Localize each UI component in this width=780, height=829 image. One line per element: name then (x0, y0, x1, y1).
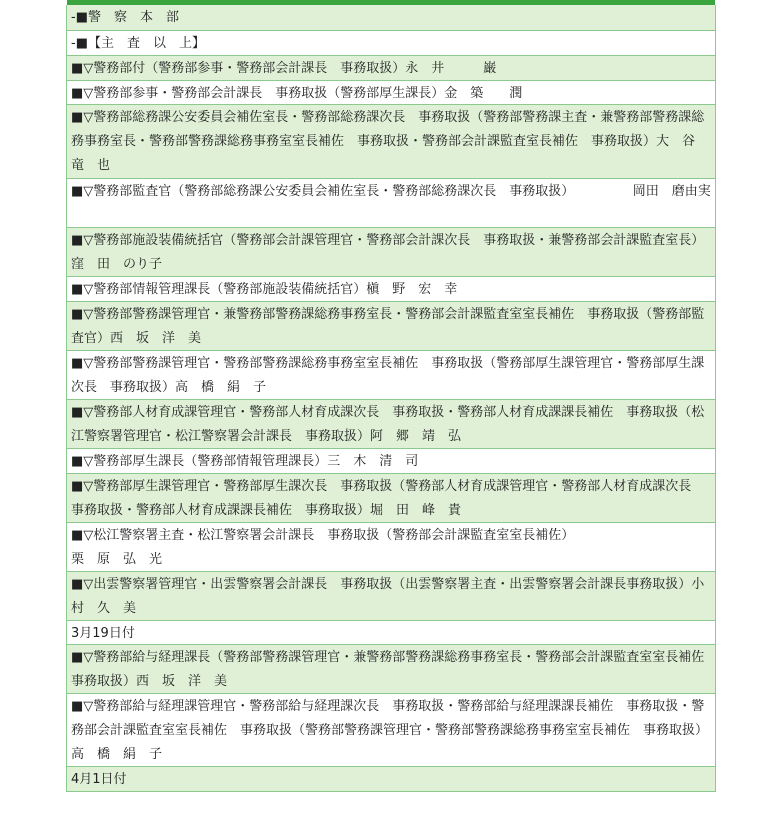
table-row: 4月1日付 (67, 766, 715, 791)
table-row: 3月19日付 (67, 620, 715, 644)
table-row: ■▽警務部参事・警務部会計課長 事務取扱（警務部厚生課長）金 築 潤 (67, 80, 715, 104)
table-row: ■▽警務部給与経理課管理官・警務部給与経理課次長 事務取扱・警務部給与経理課課長補佐 事務取扱・警務部会計課監査室室長補佐 事務取扱（警務部警務課管理官・警務部警務課総務事務室室長補佐 事務取扱）高 橋 絹 子 (67, 693, 715, 766)
table-row: ■▽警務部警務課管理官・警務部警務課総務事務室室長補佐 事務取扱（警務部厚生課管理官・警務部厚生課次長 事務取扱）高 橋 絹 子 (67, 350, 715, 399)
table-row: ■▽警務部総務課公安委員会補佐室長・警務部総務課次長 事務取扱（警務部警務課主査・兼警務部警務課総務事務室長・警務部警務課総務事務室室長補佐 事務取扱・警務部会計課監査室長補佐 事務取扱）大 谷 竜 也 (67, 104, 715, 178)
table-row: -■警 察 本 部 (67, 5, 715, 30)
table-row: ■▽警務部厚生課管理官・警務部厚生課次長 事務取扱（警務部人材育成課管理官・警務部人材育成課次長 事務取扱・警務部人材育成課課長補佐 事務取扱）堀 田 峰 貴 (67, 473, 715, 522)
table-row: ■▽警務部給与経理課長（警務部警務課管理官・兼警務部警務課総務事務室長・警務部会計課監査室室長補佐 事務取扱）西 坂 洋 美 (67, 644, 715, 693)
table-row: ■▽出雲警察署管理官・出雲警察署会計課長 事務取扱（出雲警察署主査・出雲警察署会計課長事務取扱）小 村 久 美 (67, 571, 715, 620)
table-row: ■▽警務部警務課管理官・兼警務部警務課総務事務室長・警務部会計課監査室室長補佐 事務取扱（警務部監査官）西 坂 洋 美 (67, 301, 715, 350)
table-row: ■▽警務部付（警務部参事・警務部会計課長 事務取扱）永 井 巌 (67, 55, 715, 80)
table-row: ■▽警務部情報管理課長（警務部施設装備統括官）槇 野 宏 幸 (67, 276, 715, 301)
table-row: -■【主 査 以 上】 (67, 30, 715, 55)
table-row: ■▽警務部監査官（警務部総務課公安委員会補佐室長・警務部総務課次長 事務取扱） 岡田 磨由実 (67, 178, 715, 227)
table-row: ■▽警務部施設装備統括官（警務部会計課管理官・警務部会計課次長 事務取扱・兼警務部会計課監査室長）窪 田 のり子 (67, 227, 715, 276)
table-row: ■▽松江警察署主査・松江警察署会計課長 事務取扱（警務部会計課監査室室長補佐） 栗 原 弘 光 (67, 522, 715, 571)
table-row: ■▽警務部人材育成課管理官・警務部人材育成課次長 事務取扱・警務部人材育成課課長補佐 事務取扱（松江警察署管理官・松江警察署会計課長 事務取扱）阿 郷 靖 弘 (67, 399, 715, 448)
table-row: ■▽警務部厚生課長（警務部情報管理課長）三 木 清 司 (67, 448, 715, 473)
personnel-table (66, 5, 716, 792)
